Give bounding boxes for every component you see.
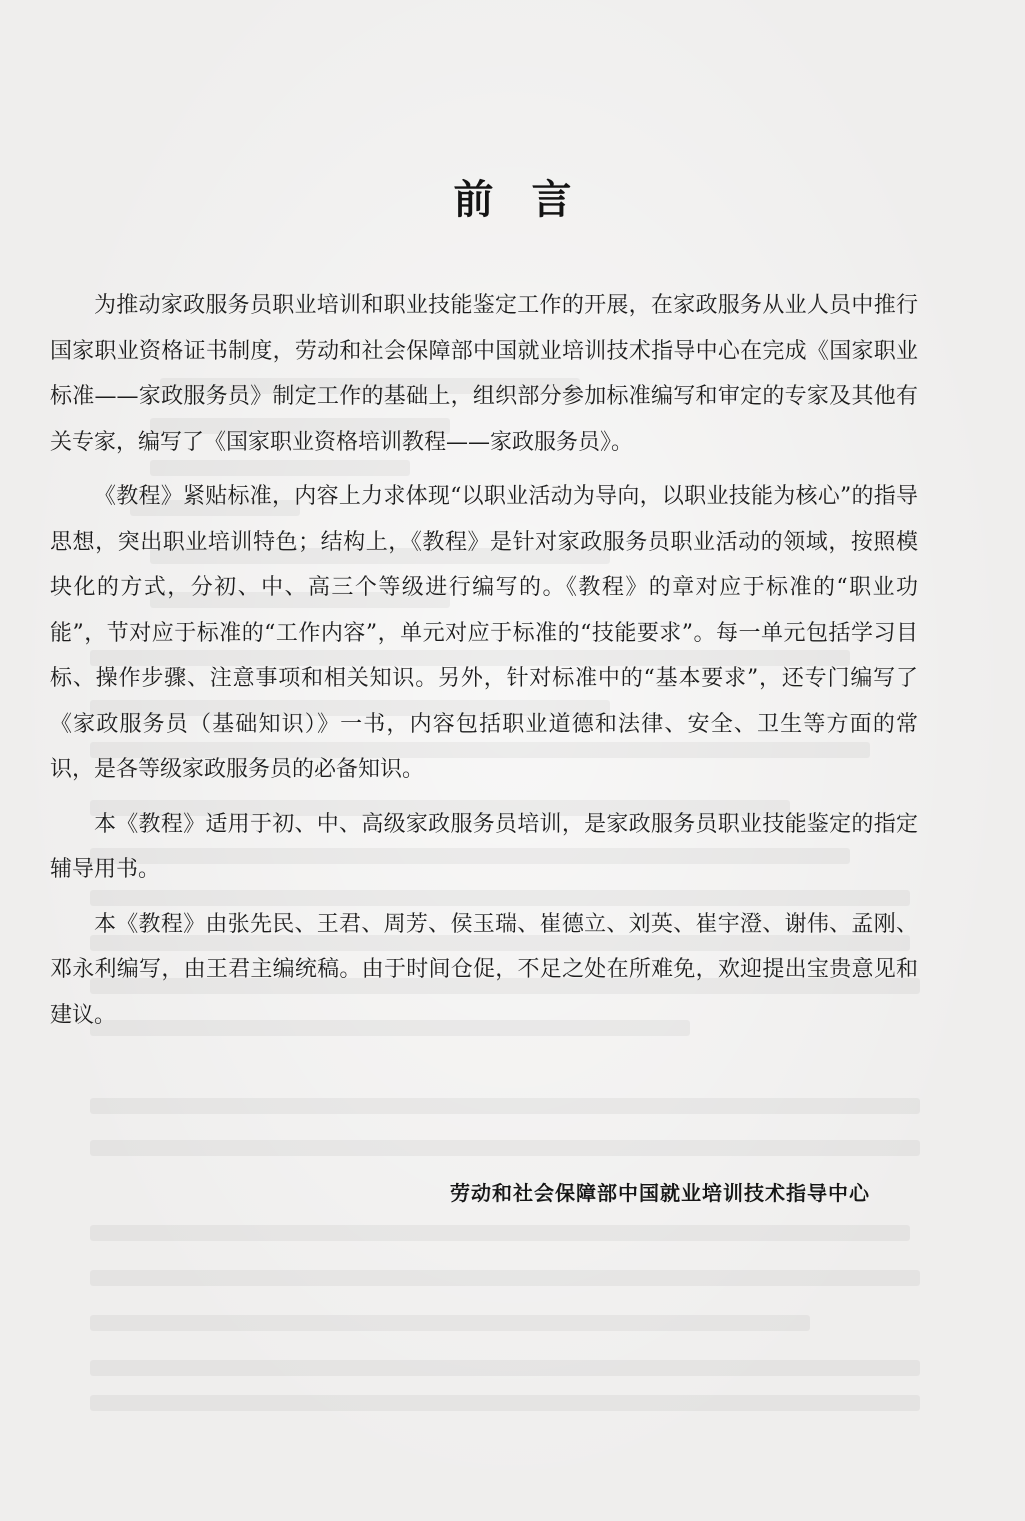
preface-body (50, 283, 918, 1047)
paragraph: 《教程》紧贴标准，内容上力求体现“以职业活动为导向，以职业技能为核心”的指导思想，突出职业培训特色；结构上，《教程》是针对家政服务员职业活动的领域，按照模块化的方式，分初、中、高三个等级进行编写的。《教程》的章对应于标准的“职业功能”，节对应于标准的“工作内容”，单元对应于标准的“技能要求”。每一单元包括学习目标、操作步骤、注意事项和相关知识。另外，针对标准中的“基本要求”，还专门编写了《家政服务员（基础知识）》一书，内容包括职业道德和法律、安全、卫生等方面的常识，是各等级家政服务员的必备知识。 (50, 484, 918, 782)
paragraph: 本《教程》由张先民、王君、周芳、侯玉瑞、崔德立、刘英、崔宇澄、谢伟、孟刚、邓永利编写，由王君主编统稿。由于时间仓促，不足之处在所难免，欢迎提出宝贵意见和建议。 (50, 911, 918, 1028)
paragraph: 为推动家政服务员职业培训和职业技能鉴定工作的开展，在家政服务从业人员中推行国家职业资格证书制度，劳动和社会保障部中国就业培训技术指导中心在完成《国家职业标准——家政服务员》制定工作的基础上，组织部分参加标准编写和审定的专家及其他有关专家，编写了《国家职业资格培训教程——家政服务员》。 (50, 293, 918, 455)
page-title: 前言 (453, 177, 610, 223)
paragraph: 本《教程》适用于初、中、高级家政服务员培训，是家政服务员职业技能鉴定的指定辅导用书。 (50, 811, 918, 882)
signature: 劳动和社会保障部中国就业培训技术指导中心 (450, 1181, 870, 1205)
